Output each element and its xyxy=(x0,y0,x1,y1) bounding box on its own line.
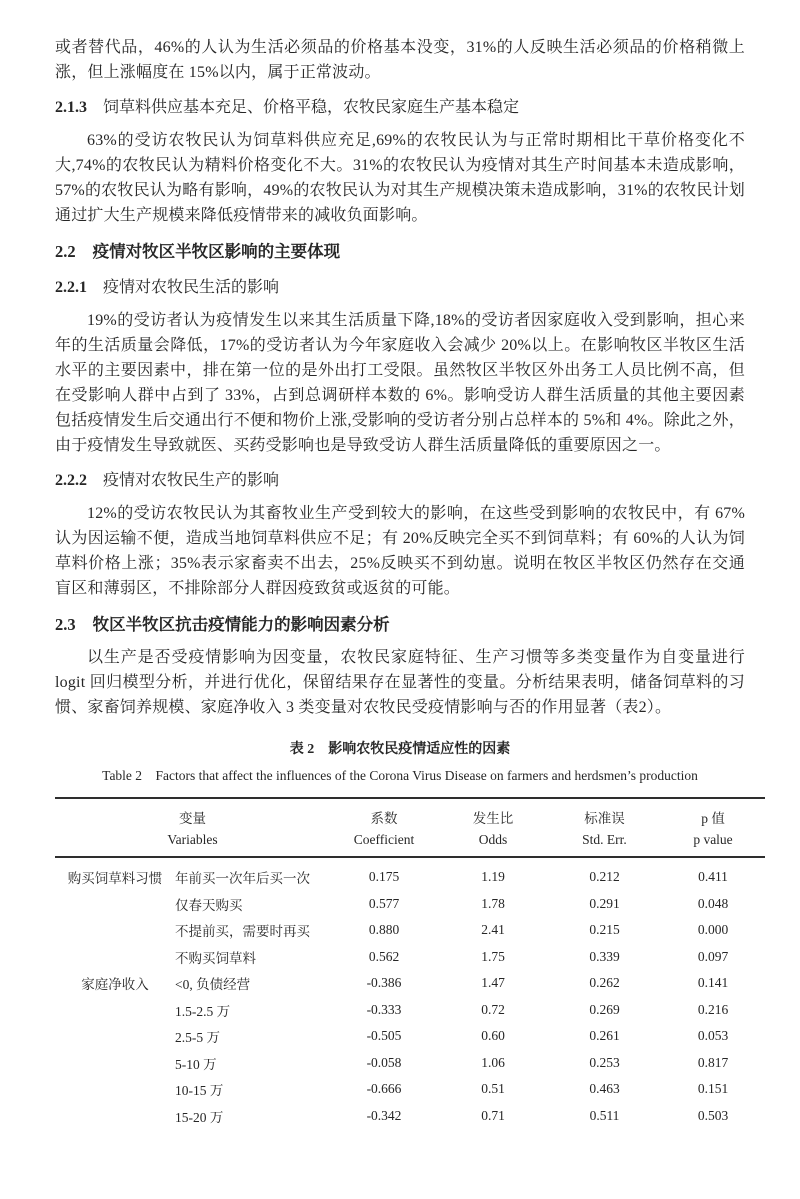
cell-group xyxy=(55,891,175,918)
header-stderr-en: Std. Err. xyxy=(582,832,627,847)
cell-group xyxy=(55,944,175,971)
section-number: 2.1.3 xyxy=(55,99,87,116)
cell-group xyxy=(55,997,175,1024)
cell-p: 0.411 xyxy=(698,869,728,885)
cell-odds: 2.41 xyxy=(481,922,505,938)
section-heading-22 xyxy=(55,239,745,265)
table-row xyxy=(55,857,765,891)
cell-se: 0.291 xyxy=(589,895,620,911)
table-row xyxy=(55,1076,765,1103)
cell-odds: 1.78 xyxy=(481,895,505,911)
header-odds-en: Odds xyxy=(478,832,508,847)
table-caption-english: Table 2 Factors that affect the influences of the Corona Virus Disease on farmers and herdsmen’s production xyxy=(102,768,698,783)
section-title: 疫情对农牧民生活的影响 xyxy=(103,279,280,296)
cell-variable: 10-15 万 xyxy=(175,1083,224,1099)
table-header-row-zh xyxy=(55,798,765,828)
table-row xyxy=(55,1023,765,1050)
cell-variable: <0, 负债经营 xyxy=(175,977,251,993)
table-row xyxy=(55,1050,765,1077)
cell-p: 0.503 xyxy=(697,1107,729,1123)
cell-odds: 0.72 xyxy=(481,1001,505,1017)
section-heading-213 xyxy=(55,95,745,121)
table-row xyxy=(55,944,765,971)
regression-table xyxy=(55,797,765,1129)
cell-p: 0.216 xyxy=(697,1001,729,1017)
cell-se: 0.261 xyxy=(589,1028,620,1044)
section-title: 疫情对农牧民生产的影响 xyxy=(103,472,280,489)
section-heading-23 xyxy=(55,612,745,638)
cell-coef: -0.505 xyxy=(366,1028,402,1044)
cell-variable: 15-20 万 xyxy=(175,1109,224,1125)
cell-coef: 0.562 xyxy=(368,948,400,964)
cell-coef: 0.175 xyxy=(368,869,400,885)
cell-group xyxy=(55,917,175,944)
cell-se: 0.269 xyxy=(589,1001,620,1017)
section-number: 2.2.1 xyxy=(55,279,87,296)
section-number: 2.2.2 xyxy=(55,472,87,489)
header-variables-en: Variables xyxy=(167,832,218,847)
cell-variable: 5-10 万 xyxy=(175,1056,217,1072)
paragraph-222: 12%的受访农牧民认为其畜牧业生产受到较大的影响，在这些受到影响的农牧民中，有 67%认为因运输不便，造成当地饲草料供应不足；有 20%反映完全买不到饲草料；有 60%的人认为饲草料价格上涨；35%表示家畜卖不出去，25%反映买不到幼崽。说明在牧区半牧区仍然存在交通盲区和薄弱区，不排除部分人群因疫致贫或返贫的可能。 xyxy=(55,505,745,597)
cell-variable: 1.5-2.5 万 xyxy=(175,1003,231,1019)
section-title: 牧区半牧区抗击疫情能力的影响因素分析 xyxy=(92,615,390,634)
cell-se: 0.511 xyxy=(589,1107,620,1123)
cell-variable: 不提前买，需要时再买 xyxy=(175,924,310,940)
paragraph-23: 以生产是否受疫情影响为因变量，农牧民家庭特征、生产习惯等多类变量作为自变量进行 logit 回归模型分析，并进行优化，保留结果存在显著性的变量。分析结果表明，储备饲草料的习惯、家畜饲养规模、家庭净收入 3 类变量对农牧民受疫情影响与否的作用显著（表2）。 xyxy=(55,649,745,716)
section-heading-221 xyxy=(55,275,745,301)
section-number: 2.2 xyxy=(55,242,76,261)
cell-odds: 1.06 xyxy=(481,1054,505,1070)
table-row xyxy=(55,970,765,997)
cell-coef: -0.342 xyxy=(366,1107,402,1123)
header-coefficient-en: Coefficient xyxy=(353,832,415,847)
table-body xyxy=(55,857,765,1129)
header-stderr-zh: 标准误 xyxy=(584,811,625,826)
table-row xyxy=(55,997,765,1024)
cell-coef: -0.058 xyxy=(366,1054,402,1070)
cell-coef: -0.333 xyxy=(366,1001,402,1017)
cell-variable: 不购买饲草料 xyxy=(175,950,256,966)
table-row xyxy=(55,891,765,918)
header-coefficient-zh: 系数 xyxy=(370,811,398,826)
cell-se: 0.339 xyxy=(589,948,620,964)
section-title: 饲草料供应基本充足、价格平稳，农牧民家庭生产基本稳定 xyxy=(103,99,520,116)
cell-group xyxy=(55,1103,175,1130)
cell-group xyxy=(55,1023,175,1050)
cell-group: 购买饲草料习惯 xyxy=(67,871,163,887)
cell-odds: 1.19 xyxy=(481,869,505,885)
cell-se: 0.262 xyxy=(589,975,620,991)
header-pvalue-zh: p 值 xyxy=(701,811,725,826)
header-odds-zh: 发生比 xyxy=(472,811,514,826)
section-number: 2.3 xyxy=(55,615,76,634)
cell-p: 0.053 xyxy=(697,1028,729,1044)
section-title: 疫情对牧区半牧区影响的主要体现 xyxy=(92,242,341,261)
cell-odds: 1.75 xyxy=(481,948,505,964)
cell-group: 家庭净收入 xyxy=(81,977,149,993)
table-caption-chinese: 表 2 影响农牧民疫情适应性的因素 xyxy=(289,742,511,757)
cell-group xyxy=(55,1050,175,1077)
cell-variable: 仅春天购买 xyxy=(175,897,243,913)
paragraph-213: 63%的受访农牧民认为饲草料供应充足,69%的农牧民认为与正常时期相比干草价格变化不大,74%的农牧民认为精料价格变化不大。31%的农牧民认为疫情对其生产时间基本未造成影响，57%的农牧民认为略有影响，49%的农牧民认为对其生产规模决策未造成影响，31%的农牧民计划通过扩大生产规模来降低疫情带来的减收负面影响。 xyxy=(55,132,745,224)
cell-p: 0.097 xyxy=(697,948,729,964)
cell-se: 0.215 xyxy=(589,922,620,938)
cell-coef: 0.880 xyxy=(368,922,400,938)
table-row xyxy=(55,1103,765,1130)
cell-se: 0.253 xyxy=(589,1054,620,1070)
cell-odds: 0.51 xyxy=(481,1081,505,1097)
section-heading-222 xyxy=(55,468,745,494)
paragraph-221: 19%的受访者认为疫情发生以来其生活质量下降,18%的受访者因家庭收入受到影响，担心来年的生活质量会降低，17%的受访者认为今年家庭收入会减少 20%以上。在影响牧区半牧区生活水平的主要因素中，排在第一位的是外出打工受限。虽然牧区半牧区外出务工人员比例不高，但在受影响人群中占到了 33%，占到总调研样本数的 6%。影响受访人群生活质量的其他主要因素包括疫情发生后交通出行不便和物价上涨,受影响的受访者分别占总样本的 5%和 4%。除此之外，由于疫情发生导致就医、买药受影响也是导致受访人群生活质量降低的重要原因之一。 xyxy=(55,312,745,454)
cell-p: 0.817 xyxy=(697,1054,729,1070)
cell-p: 0.000 xyxy=(697,922,729,938)
cell-coef: 0.577 xyxy=(368,895,400,911)
table-row xyxy=(55,917,765,944)
paragraph-continuation: 或者替代品，46%的人认为生活必须品的价格基本没变，31%的人反映生活必须品的价格稍微上涨，但上涨幅度在 15%以内，属于正常波动。 xyxy=(55,39,745,81)
cell-p: 0.151 xyxy=(697,1081,729,1097)
cell-group xyxy=(55,1076,175,1103)
cell-se: 0.212 xyxy=(589,869,620,885)
cell-p: 0.048 xyxy=(697,895,729,911)
cell-se: 0.463 xyxy=(589,1081,620,1097)
cell-variable: 2.5-5 万 xyxy=(175,1030,220,1046)
cell-variable: 年前买一次年后买一次 xyxy=(175,871,310,887)
cell-odds: 0.71 xyxy=(481,1107,505,1123)
cell-coef: -0.386 xyxy=(366,975,402,991)
cell-odds: 0.60 xyxy=(481,1028,505,1044)
cell-odds: 1.47 xyxy=(481,975,505,991)
table-header-row-en xyxy=(55,828,765,857)
cell-p: 0.141 xyxy=(697,975,729,991)
header-pvalue-en: p value xyxy=(693,832,733,847)
cell-coef: -0.666 xyxy=(366,1081,402,1097)
header-variables-zh: 变量 xyxy=(179,811,206,826)
